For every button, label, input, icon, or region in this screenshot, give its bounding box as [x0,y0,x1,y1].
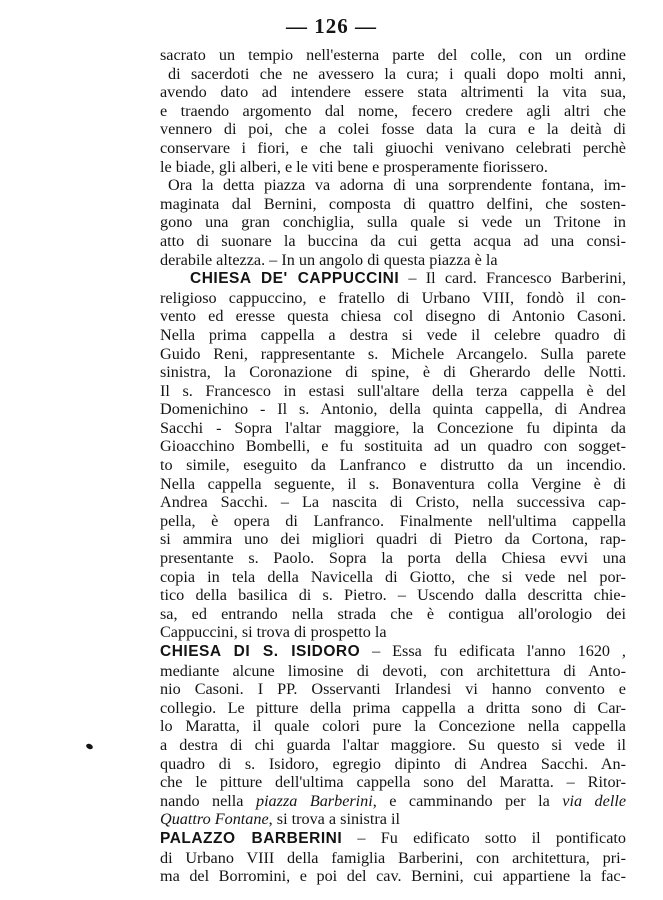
text-line: vennero di poi, che a colei fosse data la cura e la deità di [160,120,626,139]
section-heading-cappuccini: CHIESA DE' CAPPUCCINI [190,270,400,288]
text-line: conservare i fiori, e che tali giuochi venivano celebrati perchè [160,138,626,157]
text-line: religioso cappuccino, e fratello di Urbano VIII, fondò il con- [160,288,626,307]
text-line: Il s. Francesco in estasi sull'altare della terza cappella è del [160,381,626,400]
text-line: copia in tela della Navicella di Giotto, che si vede nel por- [160,567,626,586]
text-line: gono una gran conchiglia, sulla quale si vede un Tritone in [160,213,626,232]
text-fragment: , e camminando per la [372,791,550,810]
section-intro-text: – Fu edificato sotto il pontificato [357,828,626,847]
text-line: sacrato un tempio nell'esterna parte del colle, con un ordine [160,46,626,64]
text-line: quadro di s. Isidoro, egregio dipinto di Andrea Sacchi. An- [160,754,626,773]
text-line: Cappuccini, si trova di prospetto la [160,623,387,642]
text-line: Andrea Sacchi. – La nascita di Cristo, nella successiva cap- [160,493,626,512]
text-line: avendo dato ad intendere essere stata altrimenti la vita sua, [160,83,626,102]
section-heading-isidoro: CHIESA DI S. ISIDORO [160,643,361,660]
text-line: di Urbano VIII della famiglia Barberini, con architettura, pri- [160,848,626,867]
page-text [160,46,626,886]
text-line: le biade, gli alberi, e le viti bene e prosperamente fiorissero. [160,157,548,176]
text-line: Sacchi - Sopra l'altar maggiore, la Concezione fu dipinta da [160,418,626,437]
text-line: Domenichino - Il s. Antonio, della quinta cappella, di Andrea [160,400,626,419]
text-line: Gioacchino Bombelli, e fu sostituita ad un quadro con sogget- [160,437,626,456]
text-line: derabile altezza. – In un angolo di questa piazza è la [160,250,498,269]
section-first-line [160,829,626,849]
text-line: ma del Borromini, e poi del cav. Bernini, cui appartiene la fac- [160,867,626,886]
text-line: presentante s. Paolo. Sopra la porta della Chiesa evvi una [160,549,626,568]
text-line: atto di suonare la buccina da cui getta acqua ad una consi- [160,231,626,250]
place-name-italic: Quattro Fontane [160,810,269,829]
text-line: sa, ed entrando nella strada che è contigua all'orologio dei [160,604,626,623]
text-fragment: , si trova a sinistra il [268,810,400,829]
text-line: Nella prima cappella a destra si vede il celebre quadro di [160,325,626,344]
text-line: sinistra, la Coronazione di spine, è di Gherardo delle Notti. [160,363,626,382]
margin-ink-mark [85,743,93,750]
section-heading-palazzo: PALAZZO BARBERINI [160,829,343,847]
text-line: Guido Reni, rappresentante s. Michele Arcangelo. Sulla parete [160,344,626,363]
text-line: tico della basilica di s. Pietro. – Uscendo dalla descritta chie- [160,586,626,605]
text-line: collegio. Le pitture della prima cappella a dritta sono di Car- [160,698,626,717]
page-number: — 126 — [286,14,377,38]
text-line: e traendo argomento dal nome, fecero credere agli altri che [160,101,626,120]
text-fragment: nando nella [160,791,244,810]
section-intro-text: – Il card. Francesco Barberini, [408,269,626,288]
text-line: di sacerdoti che ne avessero la cura; i quali dopo molti anni, [168,64,626,83]
text-line: mediante alcune limosine di devoti, con architettura di Anto- [160,661,626,680]
text-line: nio Casoni. I PP. Osservanti Irlandesi vi hanno convento e [160,680,626,699]
text-line: maginata dal Bernini, composta di quattro delfini, che sosten- [160,194,626,213]
text-line-with-places [160,810,626,829]
text-line: che le pitture dell'ultima cappella sono del Maratta. – Ritor- [160,773,626,792]
text-line: Ora la detta piazza va adorna di una sorprendente fontana, im- [168,176,626,195]
section-intro-text: – Essa fu edificata l'anno 1620 , [372,642,626,660]
section-first-line [160,642,626,662]
text-line: a destra di chi guarda l'altar maggiore. Su questo si vede il [160,735,626,754]
text-line: vento ed eresse questa chiesa col disegno di Antonio Casoni. [160,307,626,326]
text-line: lo Maratta, il quale colori pure la Concezione nella cappella [160,717,626,736]
text-line: to simile, eseguito da Lanfranco e distrutto da un incendio. [160,456,626,475]
text-line: si ammira uno dei migliori quadri di Pietro da Cortona, rap- [160,530,626,549]
text-line: pella, è opera di Lanfranco. Finalmente nell'ultima cappella [160,511,626,530]
text-line-with-places [160,792,626,811]
section-first-line [160,269,626,289]
text-line: Nella cappella seguente, il s. Bonaventura colla Vergine è di [160,474,626,493]
place-name-italic: piazza Barberini [255,791,373,810]
place-name-italic: via delle [562,791,626,810]
